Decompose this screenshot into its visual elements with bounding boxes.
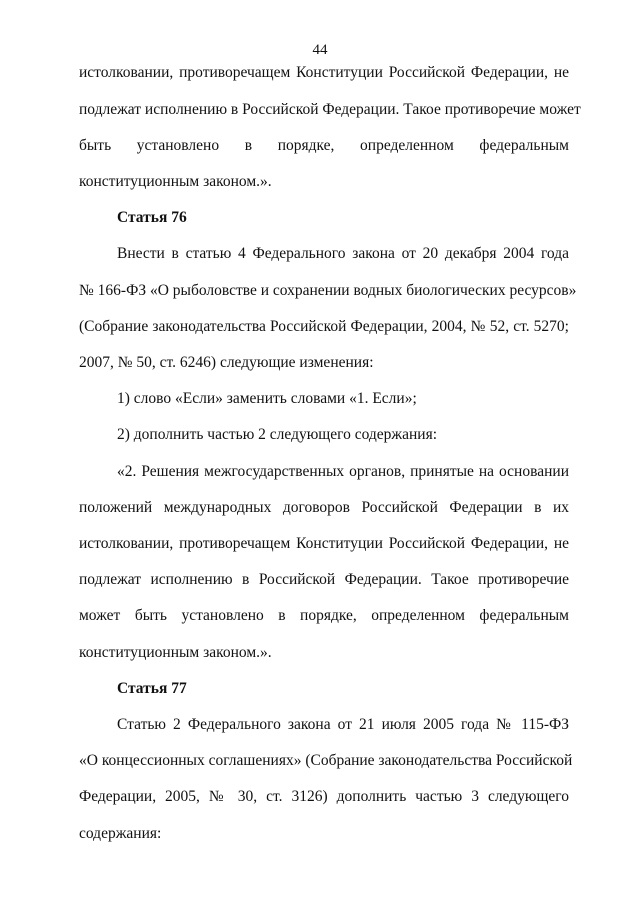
paragraph-line: Статью 2 Федерального закона от 21 июля 2005 года № 115-ФЗ	[117, 716, 569, 733]
paragraph-line: Внести в статью 4 Федерального закона от 20 декабря 2004 года	[117, 245, 569, 262]
paragraph-line: 1) слово «Если» заменить словами «1. Если»;	[117, 390, 417, 407]
paragraph-line: истолковании, противоречащем Конституции Российской Федерации, не	[79, 535, 569, 552]
paragraph-line: подлежат исполнению в Российской Федерации. Такое противоречие	[79, 571, 569, 588]
paragraph-line: Федерации, 2005, № 30, ст. 3126) дополнить частью 3 следующего	[79, 788, 569, 805]
paragraph-line: подлежат исполнению в Российской Федерации. Такое противоречие может	[79, 101, 581, 118]
paragraph-line: «О концессионных соглашениях» (Собрание законодательства Российской	[79, 752, 573, 769]
paragraph-line: конституционным законом.».	[79, 173, 272, 190]
paragraph-line: 2007, № 50, ст. 6246) следующие изменения:	[79, 354, 374, 371]
paragraph-line: положений международных договоров Российской Федерации в их	[79, 499, 569, 516]
paragraph-line: содержания:	[79, 825, 162, 842]
paragraph-line: истолковании, противоречащем Конституции Российской Федерации, не	[79, 64, 569, 81]
article-heading-77: Статья 77	[117, 680, 187, 697]
paragraph-line: 2) дополнить частью 2 следующего содержания:	[117, 426, 438, 443]
paragraph-line: конституционным законом.».	[79, 644, 272, 661]
page-number: 44	[312, 42, 328, 58]
paragraph-line: № 166-ФЗ «О рыболовстве и сохранении водных биологических ресурсов»	[79, 282, 577, 299]
paragraph-line: может быть установлено в порядке, определенном федеральным	[79, 607, 569, 624]
article-heading-76: Статья 76	[117, 209, 187, 226]
paragraph-line: (Собрание законодательства Российской Федерации, 2004, № 52, ст. 5270;	[79, 318, 569, 335]
paragraph-line: «2. Решения межгосударственных органов, принятые на основании	[117, 463, 569, 480]
paragraph-line: быть установлено в порядке, определенном федеральным	[79, 137, 569, 154]
